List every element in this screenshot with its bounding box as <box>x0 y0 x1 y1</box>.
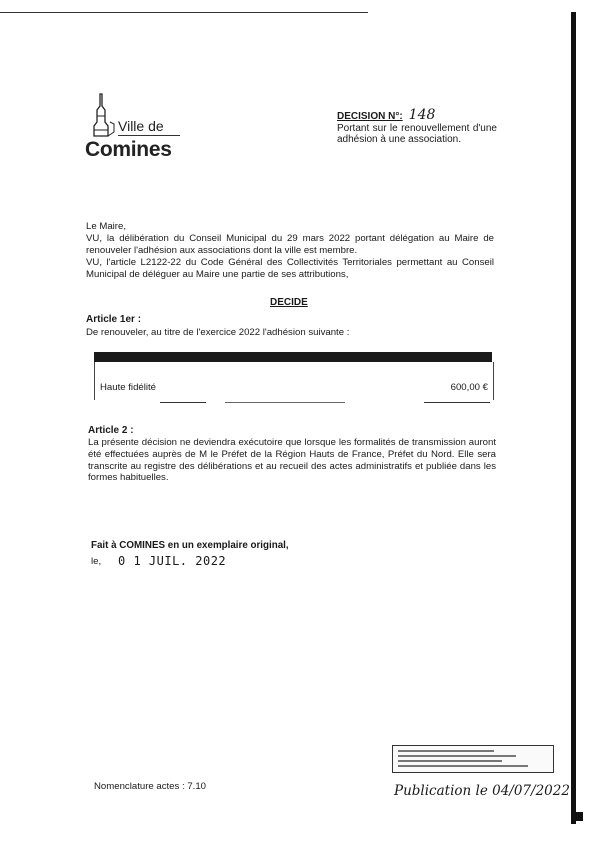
article-1-text: De renouveler, au titre de l'exercice 2022 l'adhésion suivante : <box>86 327 350 338</box>
stamp-text-line <box>398 755 516 757</box>
scan-corner-mark <box>574 812 583 821</box>
decision-title-line <box>337 107 497 123</box>
stamp-text-line <box>398 750 494 752</box>
stamped-date: 0 1 JUIL. 2022 <box>118 554 227 568</box>
stamp-text-line <box>398 760 502 762</box>
comines-logo <box>84 92 194 164</box>
vu-paragraph-1: VU, la délibération du Conseil Municipal du 29 mars 2022 portant délégation au Maire de renouveler l'adhésion aux associations dont la ville est membre. <box>86 233 494 256</box>
decision-header <box>337 107 497 145</box>
acte-receipt-stamp <box>392 745 554 773</box>
table-bottom-rule <box>160 402 206 403</box>
logo-ville-text: Ville de <box>118 118 164 134</box>
decide-heading: DECIDE <box>270 297 308 308</box>
fait-a-line: Fait à COMINES en un exemplaire original, <box>91 540 289 551</box>
logo-underline <box>118 135 180 136</box>
decision-label: DECISION N°: <box>337 111 403 122</box>
article-2-title: Article 2 : <box>88 425 134 436</box>
decision-number: 148 <box>408 107 436 123</box>
le-maire-line: Le Maire, <box>86 221 126 232</box>
article-2-text: La présente décision ne deviendra exécutoire que lorsque les formalités de transmission auront été effectuées auprès de M le Préfet de la Région Hauts de France, Préfet du Nord. Elle sera transcrite au registre des délibérations et au recueil des actes administratifs et publiée dans les formes habituelles. <box>88 437 496 484</box>
association-amount: 600,00 € <box>450 382 488 393</box>
table-bottom-rule <box>225 402 345 403</box>
table-header-band <box>94 352 492 362</box>
scan-edge-bar <box>571 12 576 824</box>
decision-subject: Portant sur le renouvellement d'une adhésion à une association. <box>337 123 497 145</box>
table-bottom-rule <box>424 402 490 403</box>
article-1-title: Article 1er : <box>86 314 142 325</box>
date-label: le, <box>91 556 102 567</box>
table-row <box>94 362 494 400</box>
vu-paragraph-2: VU, l'article L2122-22 du Code Général des Collectivités Territoriales permettant au Conseil Municipal de déléguer au Maire une partie de ses attributions, <box>86 257 494 280</box>
top-rule <box>0 12 368 13</box>
publication-handwritten: Publication le 04/07/2022 <box>394 783 570 799</box>
stamp-text-line <box>398 765 528 767</box>
association-name: Haute fidélité <box>100 382 156 393</box>
logo-comines-text: Comines <box>85 138 172 161</box>
nomenclature-line: Nomenclature actes : 7.10 <box>94 781 206 792</box>
